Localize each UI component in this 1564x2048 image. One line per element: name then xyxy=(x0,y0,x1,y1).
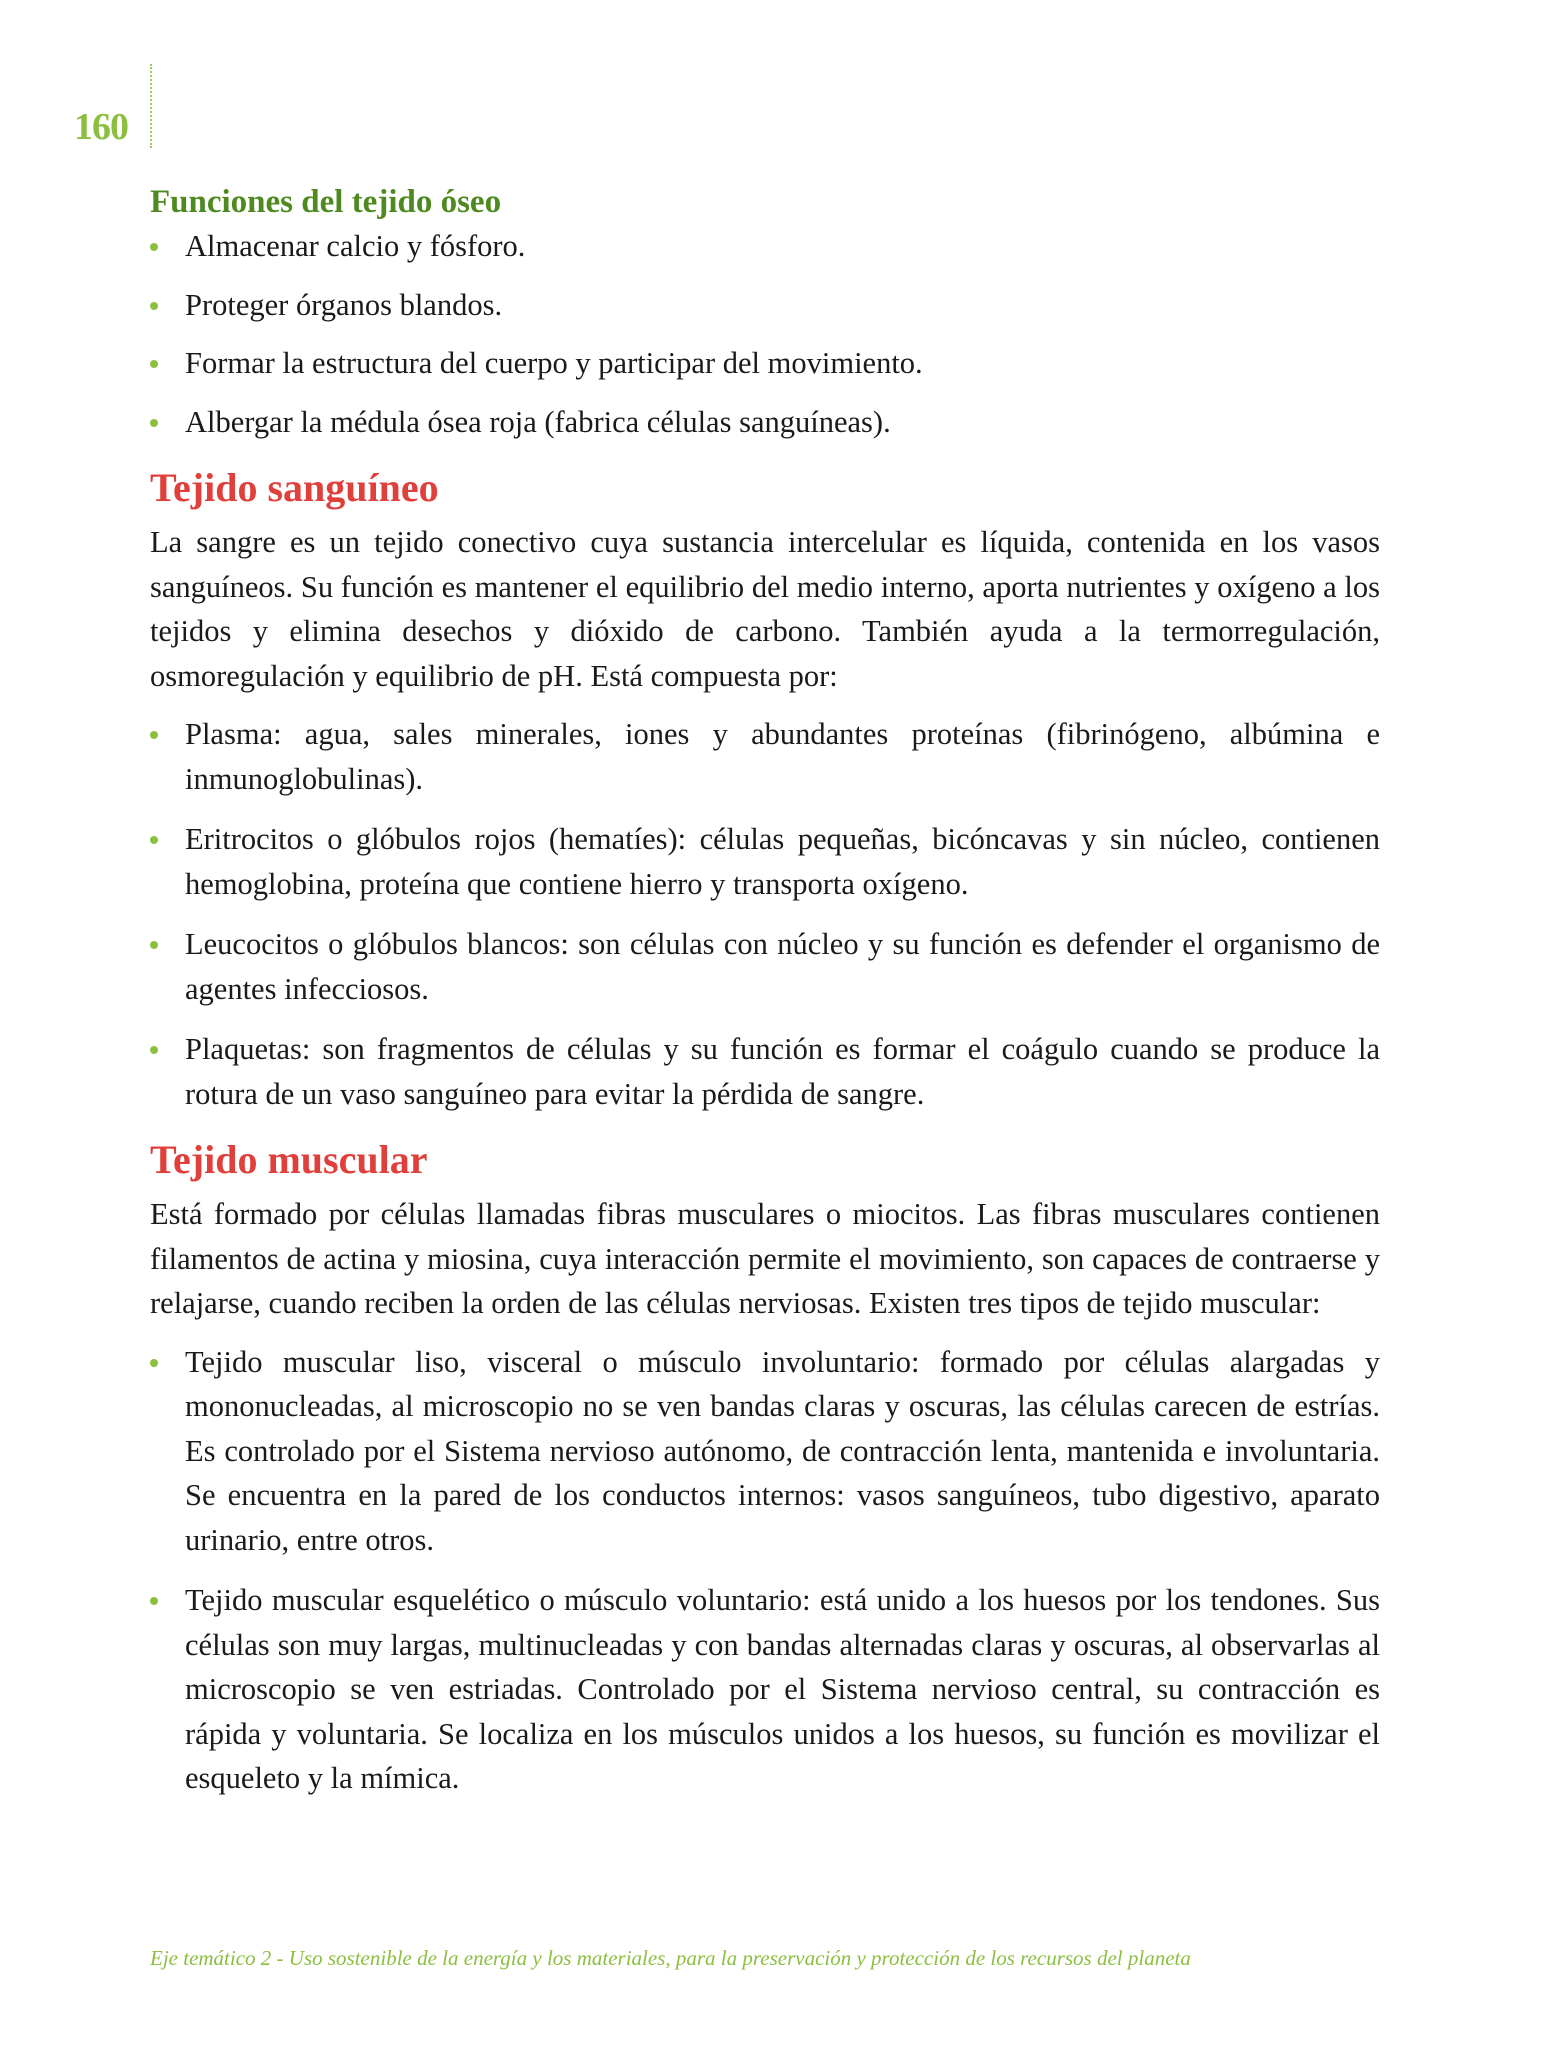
muscle-types-list xyxy=(150,1340,1380,1801)
list-item: Proteger órganos blandos. xyxy=(150,283,1380,328)
list-item: Tejido muscular esquelético o músculo voluntario: está unido a los huesos por los tendones. Sus células son muy largas, multinucleadas y con bandas alternadas claras y oscuras, al observarlas al microscopio se ven estriadas. Controlado por el Sistema nervioso central, su contracción es rápida y voluntaria. Se localiza en los músculos unidos a los huesos, su función es movilizar el esqueleto y la mímica. xyxy=(150,1578,1380,1801)
bullet-icon xyxy=(150,731,158,739)
list-item: Tejido muscular liso, visceral o músculo involuntario: formado por células alargadas y mononucleadas, al microscopio no se ven bandas claras y oscuras, las células carecen de estrías. Es controlado por el Sistema nervioso autónomo, de contracción lenta, mantenida e involuntaria. Se encuentra en la pared de los conductos internos: vasos sanguíneos, tubo digestivo, aparato urinario, entre otros. xyxy=(150,1340,1380,1563)
muscle-tissue-intro: Está formado por células llamadas fibras musculares o miocitos. Las fibras musculares contienen filamentos de actina y miosina, cuya interacción permite el movimiento, son capaces de contraerse y relajarse, cuando reciben la orden de las células nerviosas. Existen tres tipos de tejido muscular: xyxy=(150,1197,1380,1320)
running-footer: Eje temático 2 - Uso sostenible de la energía y los materiales, para la preservación y protección de los recursos del planeta xyxy=(150,1946,1191,1970)
list-item: Formar la estructura del cuerpo y participar del movimiento. xyxy=(150,341,1380,386)
bullet-icon xyxy=(150,360,158,368)
bullet-icon xyxy=(150,1359,158,1367)
list-item: Albergar la médula ósea roja (fabrica células sanguíneas). xyxy=(150,400,1380,445)
list-item: Almacenar calcio y fósforo. xyxy=(150,224,1380,269)
bone-functions-title: Funciones del tejido óseo xyxy=(150,184,502,220)
margin-dotted-rule xyxy=(150,64,152,148)
list-item: Plaquetas: son fragmentos de células y su función es formar el coágulo cuando se produce la rotura de un vaso sanguíneo para evitar la pérdida de sangre. xyxy=(150,1027,1380,1116)
blood-tissue-heading: Tejido sanguíneo xyxy=(150,465,439,510)
bullet-icon xyxy=(150,302,158,310)
bullet-icon xyxy=(150,1597,158,1605)
page-content xyxy=(150,182,1380,1801)
blood-components-list xyxy=(150,712,1380,1116)
page-number: 160 xyxy=(74,106,128,148)
list-item: Leucocitos o glóbulos blancos: son células con núcleo y su función es defender el organismo de agentes infecciosos. xyxy=(150,922,1380,1011)
bullet-icon xyxy=(150,243,158,251)
bullet-icon xyxy=(150,941,158,949)
list-item: Plasma: agua, sales minerales, iones y abundantes proteínas (fibrinógeno, albúmina e inmunoglobulinas). xyxy=(150,712,1380,801)
bone-functions-list xyxy=(150,224,1380,444)
bullet-icon xyxy=(150,1046,158,1054)
bullet-icon xyxy=(150,419,158,427)
blood-tissue-intro: La sangre es un tejido conectivo cuya sustancia intercelular es líquida, contenida en los vasos sanguíneos. Su función es mantener el equilibrio del medio interno, aporta nutrientes y oxígeno a los tejidos y elimina desechos y dióxido de carbono. También ayuda a la termorregulación, osmoregulación y equilibrio de pH. Está compuesta por: xyxy=(150,525,1380,693)
list-item: Eritrocitos o glóbulos rojos (hematíes): células pequeñas, bicóncavas y sin núcleo, contienen hemoglobina, proteína que contiene hierro y transporta oxígeno. xyxy=(150,817,1380,906)
muscle-tissue-heading: Tejido muscular xyxy=(150,1137,428,1182)
bullet-icon xyxy=(150,836,158,844)
